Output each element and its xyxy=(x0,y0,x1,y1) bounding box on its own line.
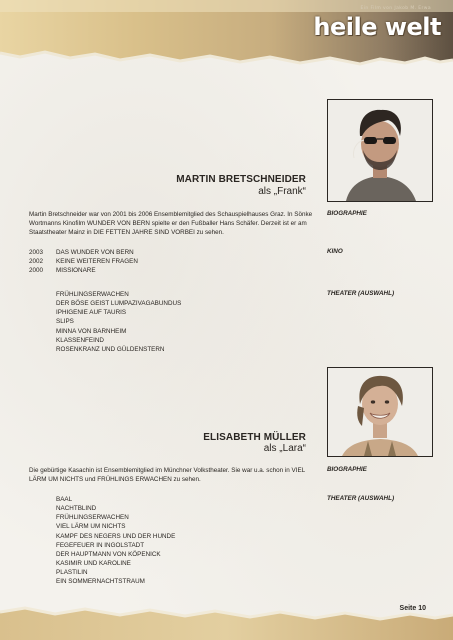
film-title: heile welt xyxy=(313,13,441,41)
film-credit xyxy=(29,248,134,257)
theatre-list xyxy=(56,290,181,354)
theatre-list xyxy=(56,495,175,587)
theatre-item: DER BÖSE GEIST LUMPAZIVAGABUNDUS xyxy=(56,300,182,308)
film-title: DAS WUNDER VON BERN xyxy=(56,249,134,256)
actor-name: MARTIN BRETSCHNEIDER xyxy=(176,174,306,185)
film-credit xyxy=(29,257,138,266)
theatre-item: PLASTILIN xyxy=(56,569,88,577)
film-title: MISSIONARE xyxy=(56,267,96,274)
label-cinema: KINO xyxy=(327,248,343,255)
theatre-item: VIEL LÄRM UM NICHTS xyxy=(56,523,126,531)
theatre-item: FRÜHLINGSERWACHEN xyxy=(56,514,129,522)
theatre-item: DER HAUPTMANN VON KÖPENICK xyxy=(56,550,161,558)
theatre-item: MINNA VON BARNHEIM xyxy=(56,327,127,335)
theatre-item: ROSENKRANZ UND GÜLDENSTERN xyxy=(56,345,165,353)
film-credit xyxy=(29,266,96,275)
film-year: 2002 xyxy=(29,258,44,265)
film-title: KEINE WEITEREN FRAGEN xyxy=(56,258,138,265)
actor-photo-elisabeth-mueller xyxy=(327,367,433,457)
actor-role: als „Frank“ xyxy=(258,186,306,197)
actor-bio: Martin Bretschneider war von 2001 bis 2006 Ensemblemitglied des Schauspielhauses Graz. In Sönke Wortmanns Kinofilm WUNDER VON BERN spielte er den Fußballer Hans Schäfer. Derzeit ist er am Staatstheater Mainz in DIE FETTEN JAHRE SIND VORBEI zu sehen. xyxy=(29,211,313,236)
page-number: Seite 10 xyxy=(399,605,426,612)
label-biography: BIOGRAPHIE xyxy=(327,210,367,217)
theatre-item: KLASSENFEIND xyxy=(56,336,104,344)
theatre-item: BAAL xyxy=(56,496,73,503)
film-year: 2000 xyxy=(29,267,44,274)
film-tagline: Ein Film von Jakob M. Erwa xyxy=(360,6,431,11)
theatre-item: EIN SOMMERNACHTSTRAUM xyxy=(56,578,145,586)
theatre-item: SLIPS xyxy=(56,318,74,326)
torn-paper-footer xyxy=(0,598,453,640)
theatre-item: KAMPF DES NEGERS UND DER HUNDE xyxy=(56,532,176,540)
label-biography: BIOGRAPHIE xyxy=(327,466,367,473)
actor-name: ELISABETH MÜLLER xyxy=(203,432,306,443)
theatre-item: FEGEFEUER IN INGOLSTADT xyxy=(56,541,145,549)
actor-role: als „Lara“ xyxy=(263,443,306,454)
actor-photo-martin-bretschneider xyxy=(327,99,433,202)
theatre-item: NACHTBLIND xyxy=(56,505,97,513)
theatre-item: KASIMIR UND KAROLINE xyxy=(56,560,131,568)
actor-bio: Die gebürtige Kasachin ist Ensemblemitglied im Münchner Volkstheater. Sie war u.a. schon in VIEL LÄRM UM NICHTS und FRÜHLINGS ERWACHEN zu sehen. xyxy=(29,467,305,483)
label-theatre: THEATER (AUSWAHL) xyxy=(327,495,395,502)
film-year: 2003 xyxy=(29,249,44,256)
theatre-item: IPHIGENIE AUF TAURIS xyxy=(56,309,127,317)
theatre-item: FRÜHLINGSERWACHEN xyxy=(56,291,129,298)
label-theatre: THEATER (AUSWAHL) xyxy=(327,290,395,297)
film-logo xyxy=(291,6,441,52)
